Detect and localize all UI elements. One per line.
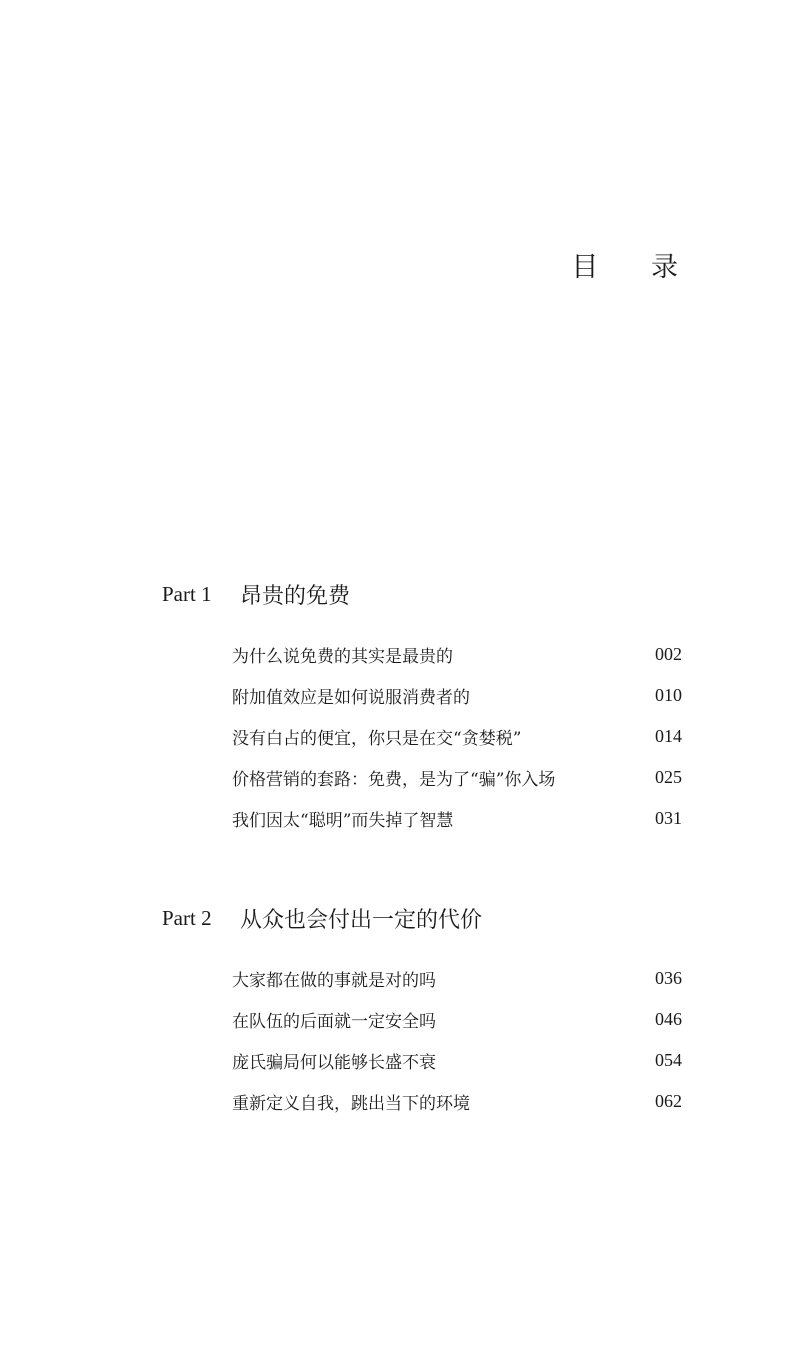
- entry-page-number: 062: [655, 1091, 682, 1111]
- entry-title: 我们因太“聪明”而失掉了智慧: [232, 811, 454, 831]
- entry-title: 在队伍的后面就一定安全吗: [232, 1012, 436, 1032]
- toc-entry[interactable]: [232, 716, 682, 757]
- part-name: 从众也会付出一定的代价: [240, 907, 483, 933]
- part-name: 昂贵的免费: [240, 583, 351, 609]
- entry-list: [232, 958, 682, 1122]
- entry-page-number: 031: [655, 808, 682, 828]
- entry-title: 为什么说免费的其实是最贵的: [232, 647, 453, 667]
- entry-page-number: 002: [655, 644, 682, 664]
- entry-title: 大家都在做的事就是对的吗: [232, 971, 436, 991]
- entry-title: 没有白占的便宜，你只是在交“贪婪税”: [232, 729, 522, 749]
- entry-page-number: 036: [655, 968, 682, 988]
- entry-title: 附加值效应是如何说服消费者的: [232, 688, 470, 708]
- toc-entry[interactable]: [232, 1081, 682, 1122]
- part-label: Part 1: [162, 581, 212, 606]
- toc-entry[interactable]: [232, 634, 682, 675]
- toc-entry[interactable]: [232, 958, 682, 999]
- entry-page-number: 046: [655, 1009, 682, 1029]
- toc-entry[interactable]: [232, 999, 682, 1040]
- part-heading: [162, 900, 482, 936]
- toc-title: 目 录: [571, 252, 700, 283]
- part-label: Part 2: [162, 905, 212, 930]
- entry-page-number: 054: [655, 1050, 682, 1070]
- toc-entry[interactable]: [232, 757, 682, 798]
- entry-title: 重新定义自我，跳出当下的环境: [232, 1094, 470, 1114]
- toc-entry[interactable]: [232, 675, 682, 716]
- entry-page-number: 010: [655, 685, 682, 705]
- toc-entry[interactable]: [232, 1040, 682, 1081]
- entry-list: [232, 634, 682, 839]
- toc-entry[interactable]: [232, 798, 682, 839]
- entry-page-number: 014: [655, 726, 682, 746]
- entry-title: 价格营销的套路：免费，是为了“骗”你入场: [232, 770, 556, 790]
- part-heading: [162, 576, 350, 612]
- entry-title: 庞氏骗局何以能够长盛不衰: [232, 1053, 436, 1073]
- entry-page-number: 025: [655, 767, 682, 787]
